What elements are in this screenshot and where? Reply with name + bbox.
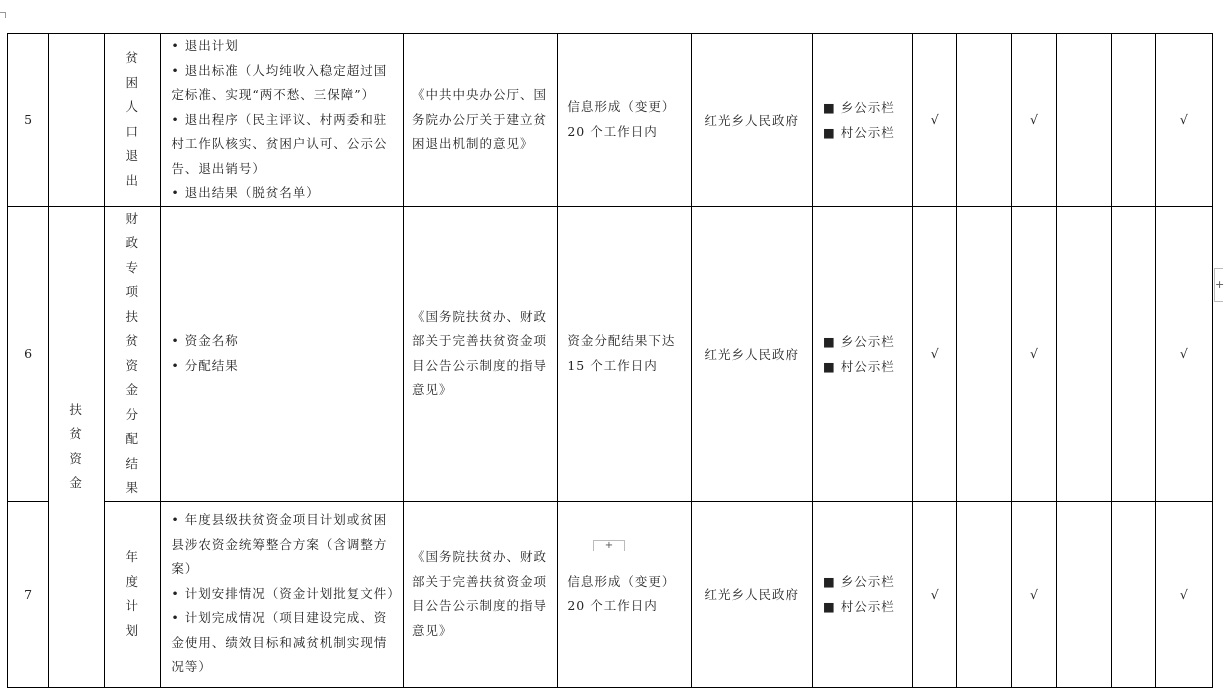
row-number: 6	[8, 206, 49, 501]
check-cell	[1111, 34, 1155, 207]
table-row	[8, 34, 1213, 207]
content-line: • 年度县级扶贫资金项目计划或贫困县涉农资金统筹整合方案（含调整方案）	[171, 512, 388, 577]
check-cell	[1111, 501, 1155, 687]
check-cell: √	[1012, 501, 1056, 687]
check-cell	[957, 206, 1012, 501]
channel-item: ■ 村公示栏	[822, 358, 895, 374]
disclosure-table	[7, 33, 1213, 688]
item-name-cell	[105, 206, 161, 501]
content-line: • 计划完成情况（项目建设完成、资金使用、绩效目标和减贫机制实现情况等）	[171, 610, 388, 675]
check-cell: √	[1155, 34, 1212, 207]
channel-item: ■ 乡公示栏	[822, 333, 895, 349]
disclosure-timing: 资金分配结果下达15 个工作日内	[558, 206, 691, 501]
policy-basis: 《中共中央办公厅、国务院办公厅关于建立贫困退出机制的意见》	[403, 34, 557, 207]
check-cell: √	[1155, 501, 1212, 687]
page-corner-mark	[0, 12, 6, 18]
item-name: 财政专项扶贫资金分配结果	[125, 210, 141, 495]
content-line: • 资金名称	[171, 333, 239, 348]
disclosure-timing: 信息形成（变更）20 个工作日内	[558, 501, 691, 687]
check-cell	[1111, 206, 1155, 501]
check-cell: √	[913, 34, 957, 207]
disclosure-body: 红光乡人民政府	[691, 206, 812, 501]
content-cell	[161, 34, 404, 207]
disclosure-body: 红光乡人民政府	[691, 34, 812, 207]
disclosure-timing: 信息形成（变更）20 个工作日内	[558, 34, 691, 207]
content-cell	[161, 501, 404, 687]
item-name-cell	[105, 501, 161, 687]
channel-item: ■ 乡公示栏	[822, 99, 895, 115]
channel-item: ■ 乡公示栏	[822, 574, 895, 589]
item-name: 年度计划	[125, 549, 141, 638]
channel-item: ■ 村公示栏	[822, 124, 895, 140]
category-name: 扶贫资金	[69, 401, 84, 490]
disclosure-channels	[812, 34, 912, 207]
check-cell	[957, 34, 1012, 207]
disclosure-channels	[812, 206, 912, 501]
table-row	[8, 501, 1213, 687]
check-cell: √	[1012, 206, 1056, 501]
content-line: • 退出结果（脱贫名单）	[171, 185, 320, 200]
disclosure-channels	[812, 501, 912, 687]
content-line: • 计划安排情况（资金计划批复文件）	[171, 585, 401, 601]
content-line: • 退出标准（人均纯收入稳定超过国定标准、实现“两不愁、三保障”）	[171, 62, 388, 102]
content-line: • 分配结果	[171, 357, 239, 373]
check-cell	[1056, 501, 1111, 687]
check-cell	[1056, 34, 1111, 207]
row-number: 5	[8, 34, 49, 207]
check-cell: √	[1012, 34, 1056, 207]
check-cell	[957, 501, 1012, 687]
check-cell: √	[913, 501, 957, 687]
content-cell	[161, 206, 404, 501]
content-line: • 退出计划	[171, 38, 239, 53]
add-column-handle[interactable]: +	[1214, 268, 1223, 302]
add-row-handle[interactable]: +	[593, 540, 625, 551]
check-cell: √	[913, 206, 957, 501]
policy-basis: 《国务院扶贫办、财政部关于完善扶贫资金项目公告公示制度的指导意见》	[403, 501, 557, 687]
content-line: • 退出程序（民主评议、村两委和驻村工作队核实、贫困户认可、公示公告、退出销号）	[171, 111, 388, 176]
policy-basis: 《国务院扶贫办、财政部关于完善扶贫资金项目公告公示制度的指导意见》	[403, 206, 557, 501]
channel-item: ■ 村公示栏	[822, 599, 895, 614]
check-cell: √	[1155, 206, 1212, 501]
item-name: 贫困人口退出	[125, 50, 141, 188]
row-number: 7	[8, 501, 49, 687]
disclosure-body: 红光乡人民政府	[691, 501, 812, 687]
item-name-cell	[105, 34, 161, 207]
category-cell-empty	[49, 34, 105, 207]
table-row	[8, 206, 1213, 501]
check-cell	[1056, 206, 1111, 501]
category-cell	[49, 206, 105, 687]
